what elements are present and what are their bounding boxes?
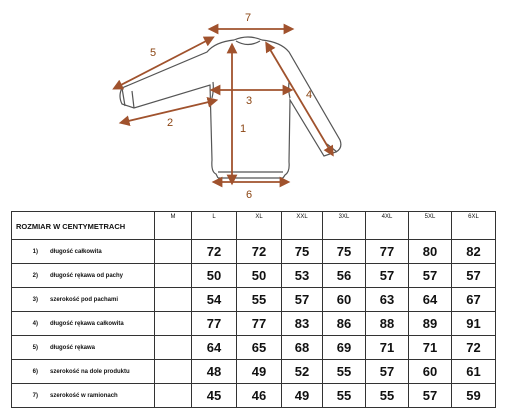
value-cell: 57 (409, 264, 452, 288)
row-label-cell (12, 240, 155, 264)
size-table (11, 211, 496, 408)
value-cell: 71 (409, 336, 452, 360)
row-label-cell (12, 336, 155, 360)
row-number: 3) (32, 296, 38, 303)
value-cell: 75 (282, 240, 323, 264)
value-cell-m (155, 336, 192, 360)
value-cell: 89 (409, 312, 452, 336)
size-header-5xl: 5XL (409, 212, 452, 240)
value-cell: 72 (237, 240, 282, 264)
value-cell: 57 (409, 384, 452, 408)
table-row (12, 264, 496, 288)
value-cell-m (155, 240, 192, 264)
value-cell: 57 (366, 360, 409, 384)
value-cell-m (155, 264, 192, 288)
row-label: długość rękawa (50, 344, 96, 351)
value-cell: 77 (366, 240, 409, 264)
value-cell: 60 (409, 360, 452, 384)
value-cell: 55 (323, 360, 366, 384)
row-label: szerokość na dole produktu (50, 368, 130, 375)
value-cell: 65 (237, 336, 282, 360)
value-cell: 71 (366, 336, 409, 360)
table-row (12, 312, 496, 336)
value-cell: 64 (409, 288, 452, 312)
size-header-4xl: 4XL (366, 212, 409, 240)
value-cell: 57 (282, 288, 323, 312)
table-row (12, 336, 496, 360)
value-cell: 82 (452, 240, 496, 264)
row-label-cell (12, 264, 155, 288)
row-label: długość całkowita (50, 248, 102, 255)
sweater-diagram (0, 0, 512, 200)
value-cell-m (155, 312, 192, 336)
dim-label-6: 6 (246, 189, 253, 200)
size-header-m: M (155, 212, 192, 240)
value-cell: 56 (323, 264, 366, 288)
row-label: długość rękawa całkowita (50, 320, 124, 327)
dim-4-arrow (268, 46, 331, 152)
value-cell: 49 (237, 360, 282, 384)
row-number: 7) (32, 392, 38, 399)
value-cell: 45 (192, 384, 237, 408)
value-cell: 57 (452, 264, 496, 288)
value-cell: 59 (452, 384, 496, 408)
value-cell: 50 (192, 264, 237, 288)
value-cell: 60 (323, 288, 366, 312)
row-label-cell (12, 360, 155, 384)
value-cell: 83 (282, 312, 323, 336)
value-cell: 55 (366, 384, 409, 408)
row-number: 4) (32, 320, 38, 327)
dim-label-3: 3 (246, 95, 253, 107)
value-cell: 54 (192, 288, 237, 312)
table-row (12, 240, 496, 264)
dim-label-5: 5 (150, 47, 157, 59)
size-header-l: L (192, 212, 237, 240)
table-corner-label: ROZMIAR W CENTYMETRACH (12, 212, 155, 240)
value-cell: 67 (452, 288, 496, 312)
value-cell: 77 (237, 312, 282, 336)
value-cell: 69 (323, 336, 366, 360)
row-number: 5) (32, 344, 38, 351)
value-cell: 72 (192, 240, 237, 264)
table-row (12, 288, 496, 312)
row-number: 6) (32, 368, 38, 375)
size-header-6xl: 6XL (452, 212, 496, 240)
value-cell-m (155, 360, 192, 384)
value-cell: 48 (192, 360, 237, 384)
row-label-cell (12, 312, 155, 336)
value-cell: 53 (282, 264, 323, 288)
value-cell: 64 (192, 336, 237, 360)
value-cell: 55 (323, 384, 366, 408)
value-cell: 88 (366, 312, 409, 336)
row-label: długość rękawa od pachy (50, 272, 124, 279)
size-header-xxl: XXL (282, 212, 323, 240)
size-header-xl: XL (237, 212, 282, 240)
value-cell: 72 (452, 336, 496, 360)
value-cell: 75 (323, 240, 366, 264)
size-header-3xl: 3XL (323, 212, 366, 240)
value-cell: 49 (282, 384, 323, 408)
value-cell: 91 (452, 312, 496, 336)
dim-label-2: 2 (167, 117, 174, 129)
value-cell: 52 (282, 360, 323, 384)
dim-label-1: 1 (240, 123, 247, 135)
value-cell: 50 (237, 264, 282, 288)
row-label: szerokość w ramionach (50, 392, 118, 399)
value-cell: 63 (366, 288, 409, 312)
row-number: 1) (32, 248, 38, 255)
value-cell: 68 (282, 336, 323, 360)
row-label-cell (12, 288, 155, 312)
dim-5-arrow (117, 39, 210, 87)
dim-label-7: 7 (245, 12, 252, 24)
table-row (12, 360, 496, 384)
value-cell-m (155, 288, 192, 312)
value-cell: 57 (366, 264, 409, 288)
value-cell: 80 (409, 240, 452, 264)
value-cell: 86 (323, 312, 366, 336)
value-cell: 55 (237, 288, 282, 312)
row-number: 2) (32, 272, 38, 279)
value-cell: 46 (237, 384, 282, 408)
value-cell: 61 (452, 360, 496, 384)
dim-label-4: 4 (306, 89, 313, 101)
row-label: szerokość pod pachami (50, 296, 119, 303)
size-header-row (12, 212, 496, 240)
value-cell: 77 (192, 312, 237, 336)
